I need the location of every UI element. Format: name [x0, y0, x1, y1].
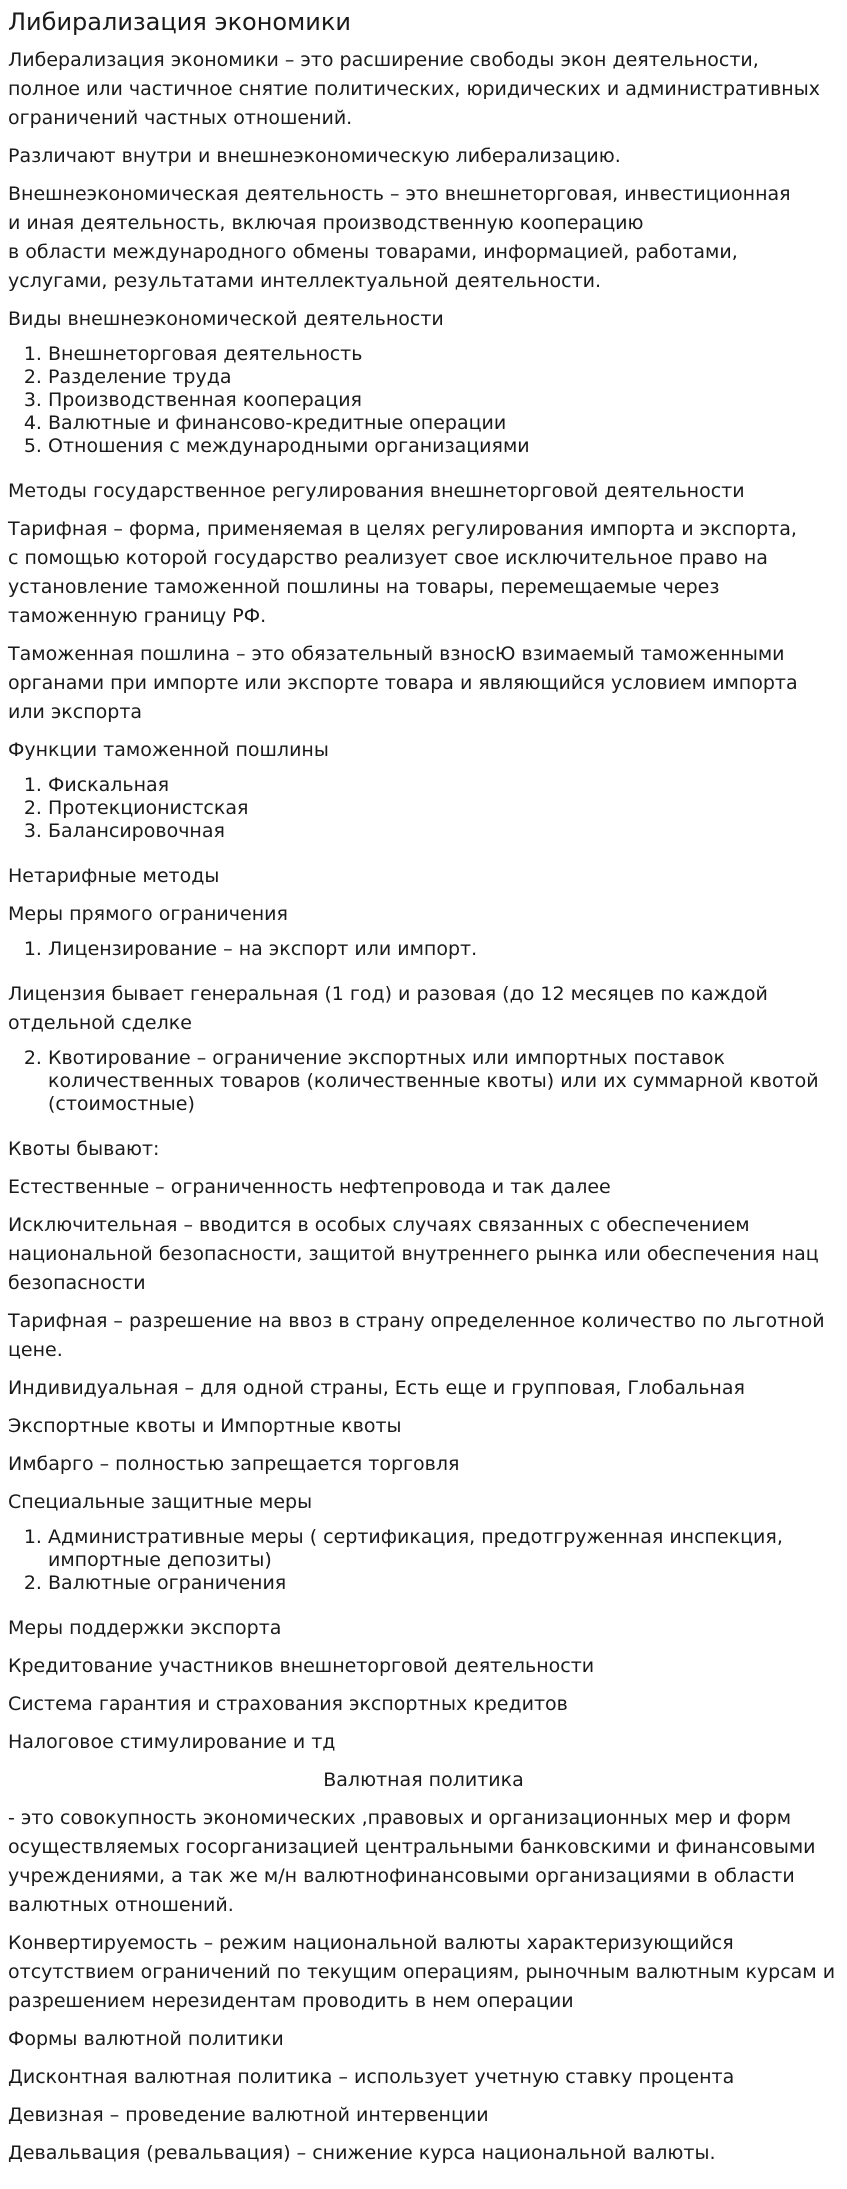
paragraph-discount-policy: Дисконтная валютная политика – использует учетную ставку процента — [8, 2066, 735, 2088]
paragraph-liberalization-types: Различают внутри и внешнеэкономическую либерализацию. — [8, 145, 621, 167]
list-item: 2. Разделение труда — [48, 366, 839, 389]
paragraph-customs-duty — [8, 640, 839, 727]
list-special-measures — [8, 1526, 839, 1595]
paragraph-tax-incentives: Налоговое стимулирование и тд — [8, 1731, 336, 1753]
list-item: 5. Отношения с международными организациями — [48, 435, 839, 458]
list-item: 1. Фискальная — [48, 774, 839, 797]
paragraph-export-support: Меры поддержки экспорта — [8, 1617, 282, 1639]
text-line: Тарифная – форма, применяемая в целях регулирования импорта и экспорта, — [8, 518, 797, 540]
list-item: 1. Внешнеторговая деятельность — [48, 343, 839, 366]
text-line: полное или частичное снятие политических, юридических и административных — [8, 78, 820, 100]
paragraph-quota-exclusive — [8, 1211, 839, 1298]
text-line: Внешнеэкономическая деятельность – это внешнеторговая, инвестиционная — [8, 183, 791, 205]
text-line: отсутствием ограничений по текущим операциям, рыночным валютным курсам и — [8, 1961, 836, 1983]
text-line: отдельной сделке — [8, 1012, 192, 1034]
list-item: 2. Квотирование – ограничение экспортных или импортных поставок количественных товаров (количественные квоты) или их суммарной квотой (стоимостные) — [48, 1047, 839, 1116]
text-line: Либерализация экономики – это расширение свободы экон деятельности, — [8, 49, 759, 71]
paragraph-quota-kinds: Квоты бывают: — [8, 1138, 160, 1160]
paragraph-foreign-exchange: Девизная – проведение валютной интервенции — [8, 2104, 489, 2126]
paragraph-devaluation: Девальвация (ревальвация) – снижение курса национальной валюты. — [8, 2142, 716, 2164]
text-line: таможенную границу РФ. — [8, 605, 267, 627]
paragraph-quota-export-import: Экспортные квоты и Импортные квоты — [8, 1415, 402, 1437]
paragraph-currency-policy-definition — [8, 1804, 839, 1920]
list-item: 2. Протекционистская — [48, 797, 839, 820]
list-duty-functions — [8, 774, 839, 843]
list-item: 1. Лицензирование – на экспорт или импорт. — [48, 938, 839, 961]
text-line: национальной безопасности, защитой внутреннего рынка или обеспечения нац — [8, 1243, 819, 1265]
text-line: цене. — [8, 1339, 63, 1361]
text-line: Исключительная – вводится в особых случаях связанных с обеспечением — [8, 1214, 750, 1236]
list-item: 3. Производственная кооперация — [48, 389, 839, 412]
list-licensing — [8, 938, 839, 961]
page-title: Либирализация экономики — [8, 8, 351, 36]
paragraph-fea-definition — [8, 180, 839, 296]
text-line: Таможенная пошлина – это обязательный взносЮ взимаемый таможенными — [8, 643, 785, 665]
paragraph-policy-forms: Формы валютной политики — [8, 2028, 284, 2050]
section-heading-currency-policy: Валютная политика — [323, 1769, 524, 1791]
text-line: - это совокупность экономических ,правовых и организационных мер и форм — [8, 1807, 792, 1829]
text-line: разрешением нерезидентам проводить в нем операции — [8, 1990, 574, 2012]
text-line: с помощью которой государство реализует свое исключительное право на — [8, 547, 768, 569]
paragraph-special-measures: Специальные защитные меры — [8, 1491, 313, 1513]
paragraph-quota-individual: Индивидуальная – для одной страны, Есть еще и групповая, Глобальная — [8, 1377, 745, 1399]
paragraph-quota-natural: Естественные – ограниченность нефтепровода и так далее — [8, 1176, 611, 1198]
text-line: органами при импорте или экспорте товара и являющийся условием импорта — [8, 672, 798, 694]
text-line: услугами, результатами интеллектуальной деятельности. — [8, 270, 602, 292]
list-fea-kinds — [8, 343, 839, 458]
paragraph-embargo: Имбарго – полностью запрещается торговля — [8, 1453, 460, 1475]
paragraph-regulation-methods: Методы государственное регулирования внешнеторговой деятельности — [8, 480, 745, 502]
text-line: и иная деятельность, включая производственную кооперацию — [8, 212, 644, 234]
paragraph-direct-restrictions: Меры прямого ограничения — [8, 903, 288, 925]
text-line: в области международного обмены товарами, информацией, работами, — [8, 241, 738, 263]
paragraph-tariff-method — [8, 515, 839, 631]
text-line: Лицензия бывает генеральная (1 год) и разовая (до 12 месяцев по каждой — [8, 983, 768, 1005]
paragraph-quota-tariff — [8, 1307, 839, 1365]
text-line: осуществляемых госорганизацией центральными банковскими и финансовыми — [8, 1836, 816, 1858]
list-item: 4. Валютные и финансово-кредитные операции — [48, 412, 839, 435]
list-item: 3. Балансировочная — [48, 820, 839, 843]
paragraph-duty-functions-heading: Функции таможенной пошлины — [8, 739, 329, 761]
paragraph-non-tariff-methods: Нетарифные методы — [8, 865, 220, 887]
list-item: 1. Административные меры ( сертификация, предотгруженная инспекция, импортные депозиты) — [48, 1526, 839, 1572]
text-line: учреждениями, а так же м/н валютнофинансовыми организациями в области — [8, 1865, 795, 1887]
paragraph-liberalization-definition — [8, 46, 839, 133]
text-line: валютных отношений. — [8, 1894, 234, 1916]
paragraph-crediting: Кредитование участников внешнеторговой деятельности — [8, 1655, 595, 1677]
text-line: ограничений частных отношений. — [8, 107, 353, 129]
list-quotas — [8, 1047, 839, 1116]
paragraph-fea-kinds-heading: Виды внешнеэкономической деятельности — [8, 308, 444, 330]
text-line: Конвертируемость – режим национальной валюты характеризующийся — [8, 1932, 734, 1954]
text-line: установление таможенной пошлины на товары, перемещаемые через — [8, 576, 720, 598]
text-line: или экспорта — [8, 701, 143, 723]
text-line: безопасности — [8, 1272, 146, 1294]
paragraph-guarantee-system: Система гарантия и страхования экспортных кредитов — [8, 1693, 568, 1715]
paragraph-convertibility — [8, 1929, 839, 2016]
text-line: Тарифная – разрешение на ввоз в страну определенное количество по льготной — [8, 1310, 825, 1332]
list-item: 2. Валютные ограничения — [48, 1572, 839, 1595]
paragraph-license-types — [8, 980, 839, 1038]
